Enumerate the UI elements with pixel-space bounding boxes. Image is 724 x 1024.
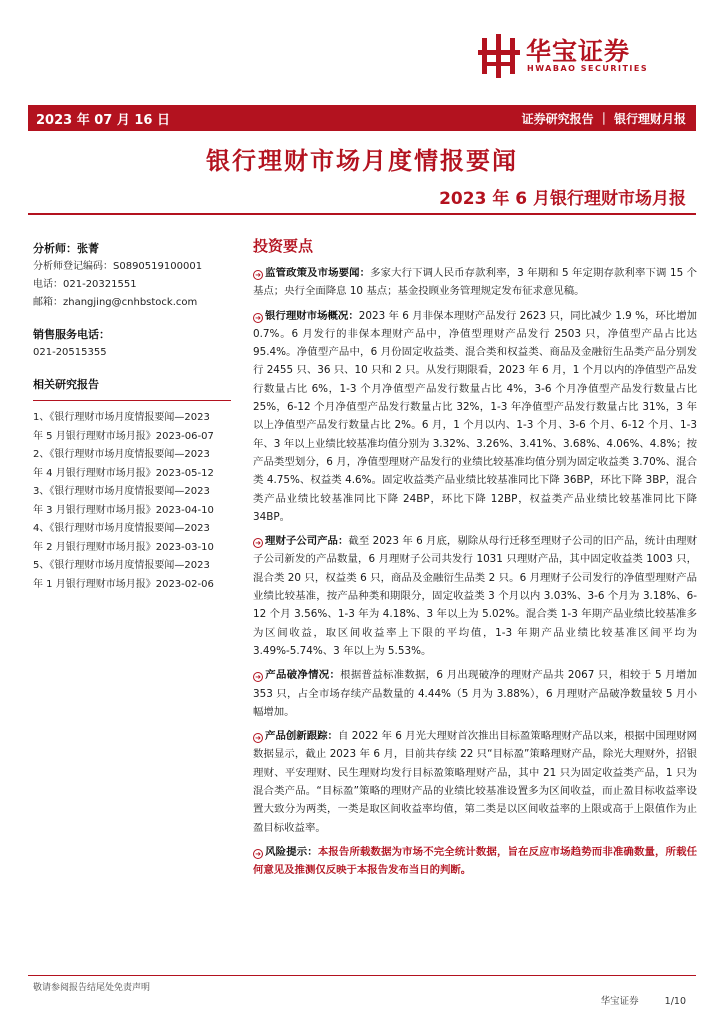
analyst-phone: 电话：021-20321551 bbox=[33, 279, 137, 290]
paragraph-text: 截至 2023 年 6 月底，剔除从母行迁移至理财子公司的旧产品，统计由理财子公司新发的产品数量，6 月理财子公司共发行 1031 只理财产品，其中固定收益类 1003 只，混合类 20 只，权益类 6 只，商品及金融衍生品类 2 只。6 月理财子公司发行的净值型理财产品业绩比较基准，按产品种类和期限分，固定收益类 3 个月以内 3.03%、3-6 个月为 3.18%、6-12 个月 3.56%、1-3 年为 4.18%、3 年以上为 5.02%。混合类 1-3 年期产品业绩比较基准多为区间收益，取区间收益率上下限的平均值，1-3 年期产品业绩比较基准区间平均为 3.49%-5.74%、3 年以上为 5.53%。 bbox=[253, 535, 697, 657]
related-report-line[interactable]: 4、《银行理财市场月度情报要闻—2023 bbox=[33, 523, 210, 534]
paragraph-subsidiary-products bbox=[253, 532, 697, 660]
related-reports-list bbox=[33, 409, 233, 594]
sales-label: 销售服务电话： bbox=[33, 328, 110, 341]
sidebar bbox=[33, 240, 233, 594]
footer-divider bbox=[28, 975, 696, 976]
paragraph-label: 产品创新跟踪： bbox=[265, 730, 338, 743]
logo-name-en: HWABAO SECURITIES bbox=[527, 64, 649, 73]
related-report-line[interactable]: 年 2 月银行理财市场月报》2023-03-10 bbox=[33, 541, 214, 553]
sales-phone: 021-20515355 bbox=[33, 347, 107, 358]
footer-disclaimer: 敬请参阅报告结尾处免责声明 bbox=[33, 983, 151, 993]
circle-arrow-icon: ➜ bbox=[253, 672, 263, 682]
paragraph-label: 理财子公司产品： bbox=[265, 535, 349, 548]
paragraph-label: 银行理财市场概况： bbox=[265, 309, 359, 322]
related-reports-title: 相关研究报告 bbox=[33, 378, 99, 391]
company-logo bbox=[478, 30, 688, 82]
page-subtitle: 2023 年 6 月银行理财市场月报 bbox=[439, 189, 686, 209]
related-report-line[interactable]: 1、《银行理财市场月度情报要闻—2023 bbox=[33, 412, 210, 423]
analyst-email[interactable]: 邮箱：zhangjing@cnhbstock.com bbox=[33, 297, 198, 308]
related-report-line[interactable]: 年 1 月银行理财市场月报》2023-02-06 bbox=[33, 578, 214, 590]
related-report-line[interactable]: 5、《银行理财市场月度情报要闻—2023 bbox=[33, 560, 210, 571]
risk-warning bbox=[253, 843, 697, 880]
related-divider bbox=[33, 400, 231, 401]
header-bar bbox=[28, 105, 696, 131]
paragraph-label: 产品破净情况： bbox=[265, 669, 341, 682]
analyst-name: 分析师：张菁 bbox=[33, 242, 99, 255]
circle-arrow-icon: ➜ bbox=[253, 538, 263, 548]
paragraph-text: 根据普益标准数据，6 月出现破净的理财产品共 2067 只，相较于 5 月增加 353 只，占全市场存续产品数量的 4.44%（5 月为 3.88%），6 月理财产品破净数量较 5 月小幅增加。 bbox=[253, 669, 697, 718]
circle-arrow-icon: ➜ bbox=[253, 849, 263, 859]
footer-meta bbox=[601, 993, 686, 1007]
risk-label: 风险提示： bbox=[265, 845, 318, 858]
circle-arrow-icon: ➜ bbox=[253, 313, 263, 323]
section-title: 投资要点 bbox=[253, 237, 314, 255]
report-category: 证券研究报告 ｜ 银行理财月报 bbox=[521, 112, 686, 126]
related-report-line[interactable]: 年 3 月银行理财市场月报》2023-04-10 bbox=[33, 504, 214, 516]
paragraph-text: 自 2022 年 6 月光大理财首次推出目标盈策略理财产品以来，根据中国理财网数据显示，截止 2023 年 6 月，目前共存续 22 只“目标盈”策略理财产品，除光大理财外，招银理财、平安理财、民生理财均发行目标盈策略理财产品，其中 21 只为固定收益类产品，1 只为混合类产品。“目标盈”策略的理财产品的业绩比较基准设置多为区间收益，而止盈目标收益率设置大致分为两类，一类是取区间收益率均值，第二类是以区间收益率的上限或高于上限值作为止盈目标收益率。 bbox=[253, 730, 697, 834]
related-report-line[interactable]: 3、《银行理财市场月度情报要闻—2023 bbox=[33, 486, 210, 497]
report-date: 2023 年 07 月 16 日 bbox=[36, 113, 170, 128]
main-content bbox=[253, 235, 697, 880]
paragraph-innovation bbox=[253, 727, 697, 837]
paragraph-label: 监管政策及市场要闻： bbox=[265, 267, 371, 279]
related-report-line[interactable]: 年 4 月银行理财市场月报》2023-05-12 bbox=[33, 467, 214, 479]
analyst-reg-no: 分析师登记编码：S0890519100001 bbox=[33, 261, 203, 272]
risk-text: 本报告所载数据为市场不完全统计数据，旨在反应市场趋势而非准确数量，所载任何意见及推测仅反映于本报告发布当日的判断。 bbox=[253, 845, 698, 877]
page-title: 银行理财市场月度情报要闻 bbox=[206, 147, 518, 175]
header-divider bbox=[28, 213, 696, 215]
related-report-line[interactable]: 2、《银行理财市场月度情报要闻—2023 bbox=[33, 449, 210, 460]
page-number: 1/10 bbox=[664, 996, 686, 1007]
circle-arrow-icon: ➜ bbox=[253, 270, 263, 280]
paragraph-regulation bbox=[253, 264, 697, 301]
related-report-line[interactable]: 年 5 月银行理财市场月报》2023-06-07 bbox=[33, 430, 214, 442]
logo-name-cn: 华宝证券 bbox=[526, 37, 631, 66]
circle-arrow-icon: ➜ bbox=[253, 733, 263, 743]
paragraph-below-par bbox=[253, 666, 697, 721]
paragraph-text: 2023 年 6 月非保本理财产品发行 2623 只，同比减少 1.9 %，环比增加 0.7%。6 月发行的非保本理财产品中，净值型理财产品发行 2503 只，净值型产品占比达 95.4%。净值型产品中，6 月份固定收益类、混合类和权益类、商品及金融衍生品类产品分别发行 2455 只、36 只、10 只和 2 只。从发行期限看，2023 年 6 月，1 个月以内的净值型产品发行数量占比 6%，1-3 个月净值型产品发行数量占比 4%，3-6 个月净值型产品发行数量占比 25%，6-12 个月净值型产品发行数量占比 32%，1-3 年净值型产品发行数量占比 31%，3 年以上净值型产品发行数量占比 2%。6 月，1 个月以内、1-3 个月、3-6 个月、6-12 个月、1-3 年、3 年以上业绩比较基准均值分别为 3.32%、3.26%、3.41%、3.68%、4.06%、4.8%；按产品类型划分，6 月，净值型理财产品发行的业绩比较基准均值分别为固定收益类 3.70%、混合类 4.75%、权益类 4.6%。固定收益类产品业绩比较基准同比下降 36BP，环比下降 3BP，混合类产品业绩比较基准同比下降 24BP，环比下降 12BP，权益类产品业绩比较基准同比下降 34BP。 bbox=[253, 309, 698, 523]
hwabao-logo-icon bbox=[478, 34, 520, 78]
footer-company: 华宝证券 bbox=[600, 996, 639, 1007]
paragraph-market-overview bbox=[253, 307, 697, 527]
paragraph-text: 多家大行下调人民币存款利率，3 年期和 5 年定期存款利率下调 15 个基点；央行全面降息 10 基点；基金投顾业务管理规定发布征求意见稿。 bbox=[253, 267, 697, 298]
